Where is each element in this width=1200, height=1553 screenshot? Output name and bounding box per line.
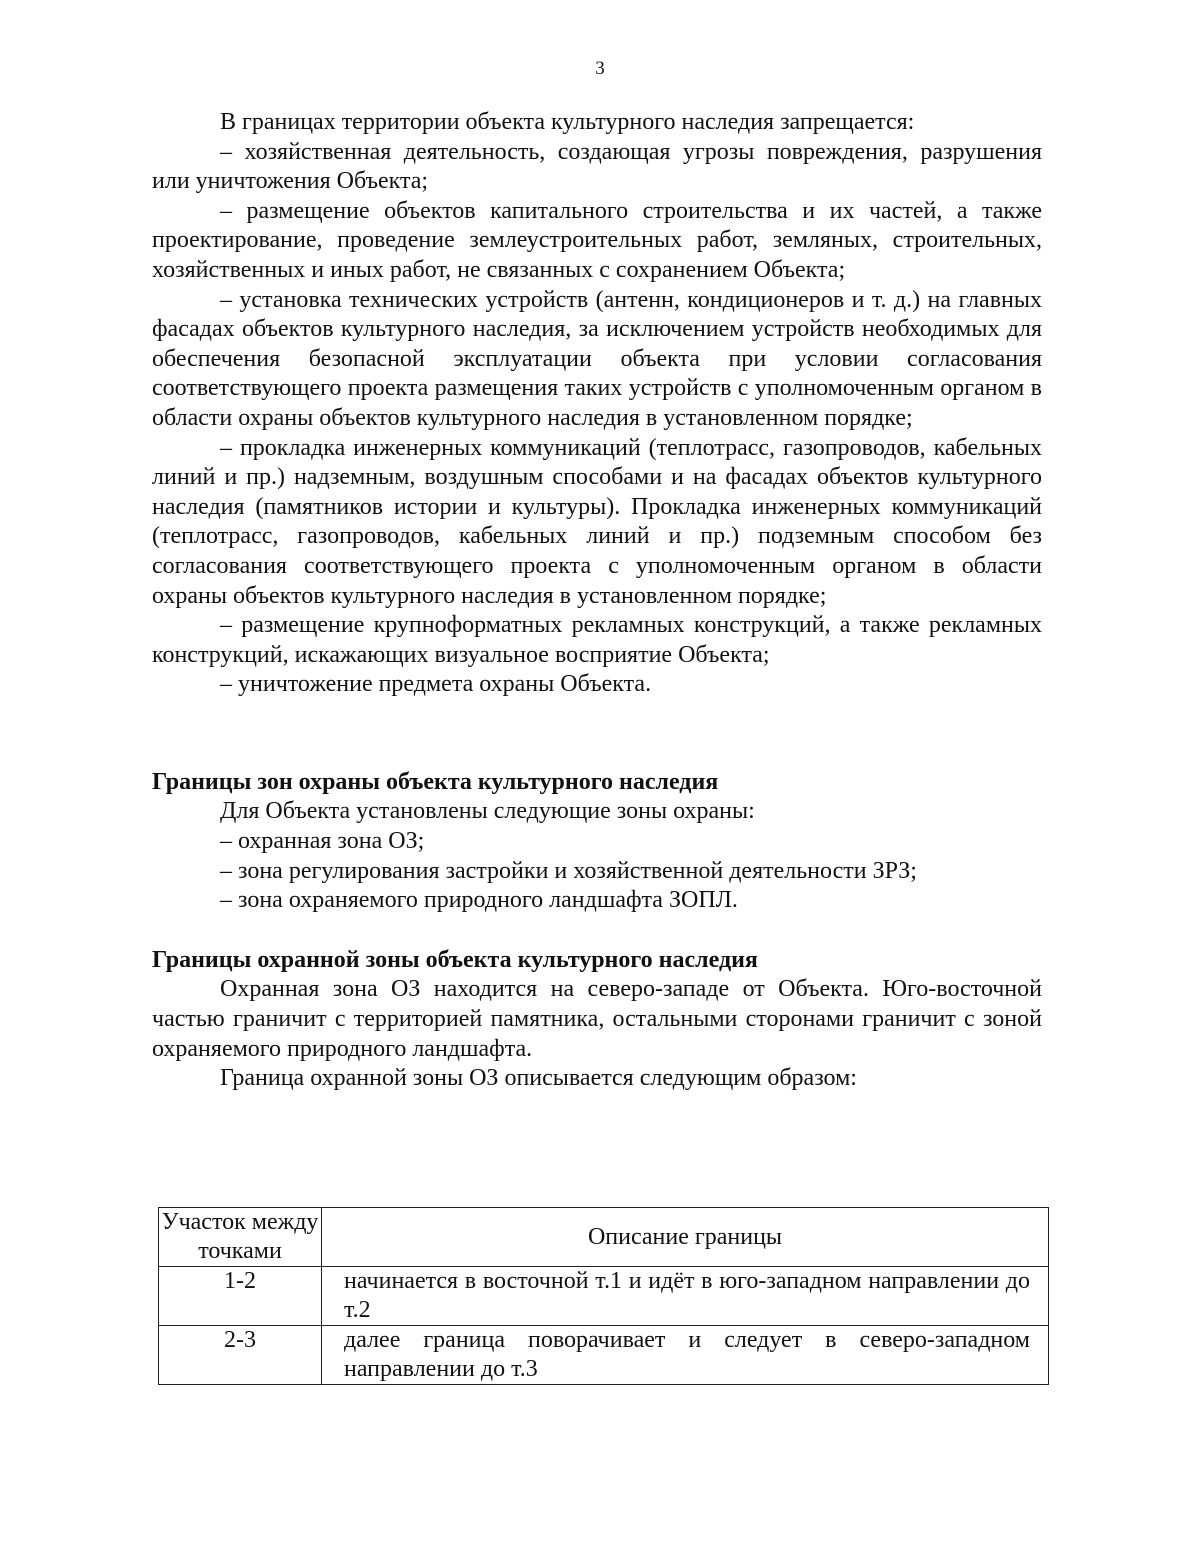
prohibition-item: – установка технических устройств (антенн, кондиционеров и т. д.) на главных фасадах объектов культурного наследия, за исключением устройств необходимых для обеспечения безопасной эксплуатации объекта при условии согласования соответствующего проекта размещения таких устройств с уполномоченным органом в области охраны объектов культурного наследия в установленном порядке; xyxy=(152,286,1042,431)
segment-cell: 2-3 xyxy=(159,1326,322,1385)
prohibition-item: – уничтожение предмета охраны Объекта. xyxy=(220,671,652,698)
document-body xyxy=(152,108,1042,1094)
prohibition-item: – размещение объектов капитального строительства и их частей, а также проектирование, проведение землеустроительных работ, земляных, строительных, хозяйственных и иных работ, не связанных с сохранением Объекта; xyxy=(152,197,1042,283)
description-cell: далее граница поворачивает и следует в северо-западном направлении до т.3 xyxy=(322,1326,1049,1385)
table-row xyxy=(159,1326,1049,1385)
zone-item: – зона регулирования застройки и хозяйственной деятельности ЗРЗ; xyxy=(220,857,917,884)
section3-heading: Границы охранной зоны объекта культурного наследия xyxy=(152,946,758,973)
zone-item: – зона охраняемого природного ландшафта ЗОПЛ. xyxy=(220,887,738,914)
segment-cell: 1-2 xyxy=(159,1267,322,1326)
prohibition-item: – прокладка инженерных коммуникаций (теплотрасс, газопроводов, кабельных линий и пр.) надземным, воздушным способами и на фасадах объектов культурного наследия (памятников истории и культуры). Прокладка инженерных коммуникаций (теплотрасс, газопроводов, кабельных линий и пр.) подземным способом без согласования соответствующего проекта с уполномоченным органом в области охраны объектов культурного наследия в установленном порядке; xyxy=(152,434,1042,609)
header-description: Описание границы xyxy=(322,1208,1049,1267)
section1-intro: В границах территории объекта культурного наследия запрещается: xyxy=(220,109,915,135)
table-header-row xyxy=(159,1208,1049,1267)
table-intro: Граница охранной зоны ОЗ описывается следующим образом: xyxy=(220,1065,857,1092)
section2-heading: Границы зон охраны объекта культурного наследия xyxy=(152,768,719,795)
table-row xyxy=(159,1267,1049,1326)
section2-intro: Для Объекта установлены следующие зоны охраны: xyxy=(220,798,755,825)
header-segment: Участок между точками xyxy=(159,1208,322,1267)
section3-paragraph: Охранная зона ОЗ находится на северо-западе от Объекта. Юго-восточной частью граничит с территорией памятника, остальными сторонами граничит с зоной охраняемого природного ландшафта. xyxy=(152,976,1042,1062)
zone-item: – охранная зона ОЗ; xyxy=(220,828,425,855)
page-number: 3 xyxy=(595,58,605,79)
boundary-table xyxy=(158,1207,1049,1385)
description-cell: начинается в восточной т.1 и идёт в юго-западном направлении до т.2 xyxy=(322,1267,1049,1326)
prohibition-item: – размещение крупноформатных рекламных конструкций, а также рекламных конструкций, искажающих визуальное восприятие Объекта; xyxy=(152,612,1042,668)
prohibition-item: – хозяйственная деятельность, создающая угрозы повреждения, разрушения или уничтожения Объекта; xyxy=(152,138,1042,195)
